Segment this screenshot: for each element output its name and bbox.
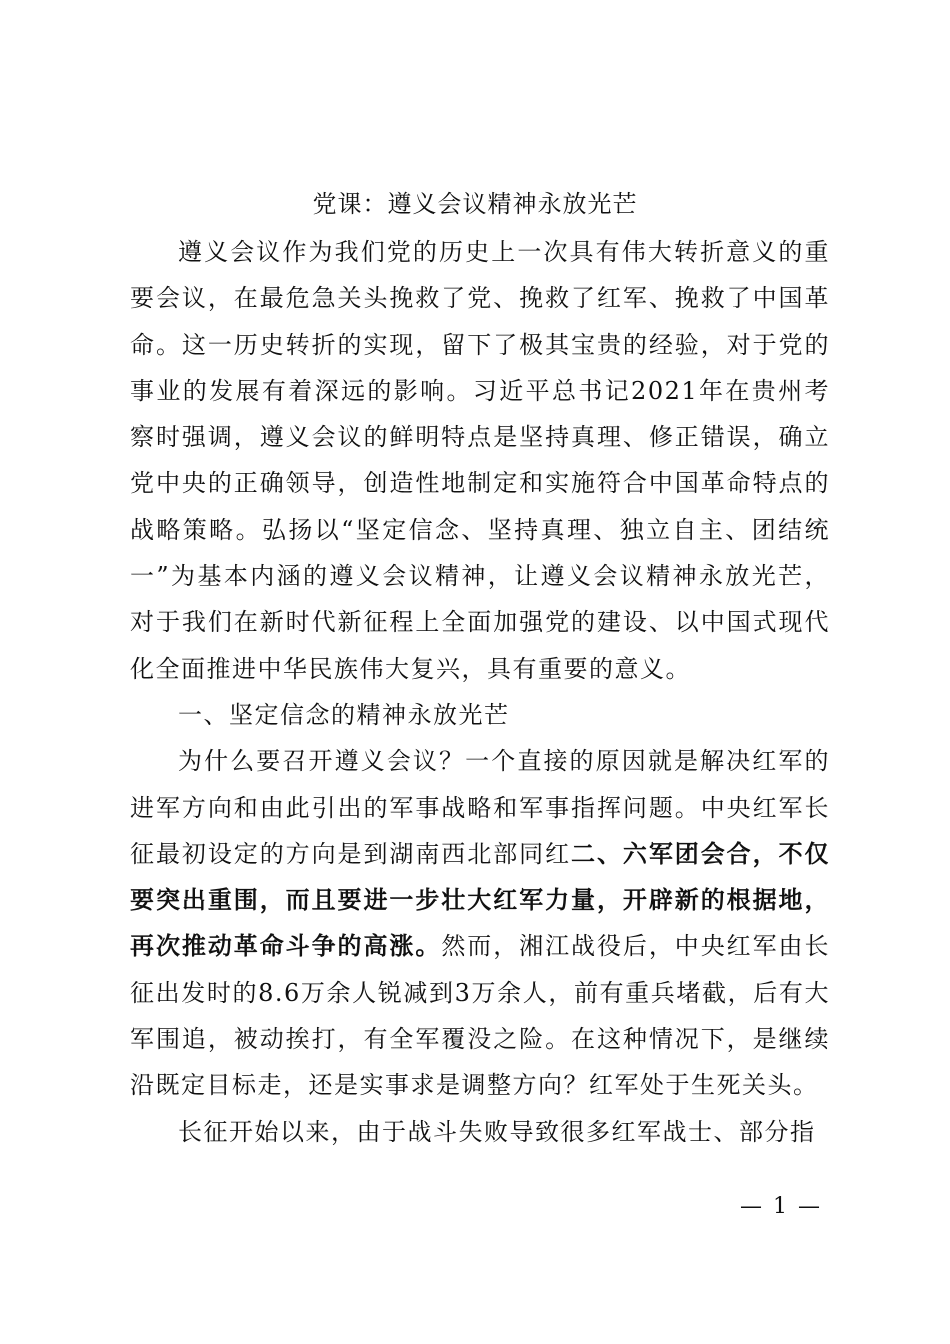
document-body (130, 229, 830, 1155)
section1-paragraph-1-end: 然而，湘江战役后，中央红军由长征出发时的8.6万余人锐减到3万余人，前有重兵堵截，后有大军围追，被动挨打，有全军覆没之险。在这种情况下，是继续沿既定目标走，还是实事求是调整方向？红军处于生死关头。 (130, 932, 831, 1100)
section1-paragraph-2: 长征开始以来，由于战斗失败导致很多红军战士、部分指 (178, 1117, 816, 1146)
document-title: 党课：遵义会议精神永放光芒 (312, 190, 638, 218)
section-heading-1: 一、坚定信念的精神永放光芒 (178, 700, 510, 729)
page-number: — 1 — (740, 1194, 822, 1219)
section1-paragraph-1-bold: 二、六军团会合，不仅要突出重围，而且要进一步壮大红军力量，开辟新的根据地，再次推动革命斗争的高涨。 (130, 838, 831, 961)
section1-paragraph-1-start: 为什么要召开遵义会议？一个直接的原因就是解决红军的进军方向和由此引出的军事战略和军事指挥问题。中央红军长征最初设定的方向是到湖南西北部同红 (130, 747, 830, 868)
intro-paragraph: 遵义会议作为我们党的历史上一次具有伟大转折意义的重要会议，在最危急关头挽救了党、挽救了红军、挽救了中国革命。这一历史转折的实现，留下了极其宝贵的经验，对于党的事业的发展有着深远的影响。习近平总书记2021年在贵州考察时强调，遵义会议的鲜明特点是坚持真理、修正错误，确立党中央的正确领导，创造性地制定和实施符合中国革命特点的战略策略。弘扬以“坚定信念、坚持真理、独立自主、团结统一”为基本内涵的遵义会议精神，让遵义会议精神永放光芒，对于我们在新时代新征程上全面加强党的建设、以中国式现代化全面推进中华民族伟大复兴，具有重要的意义。 (130, 238, 830, 683)
section1-paragraph-1 (130, 738, 830, 1108)
